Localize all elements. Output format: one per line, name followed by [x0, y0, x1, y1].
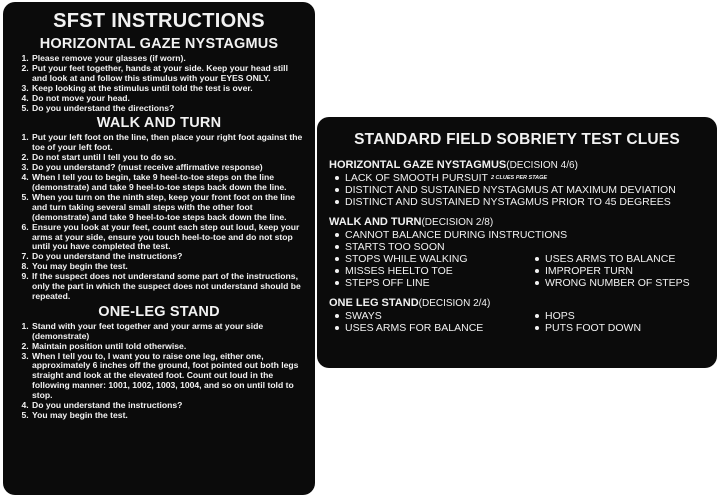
hgn-decision: (DECISION 4/6) [506, 160, 578, 171]
hgn-clues-list [329, 172, 705, 208]
clue-item: CANNOT BALANCE DURING INSTRUCTIONS [329, 229, 705, 241]
clue-item: PUTS FOOT DOWN [529, 322, 705, 334]
one-leg-step: 1. Stand with your feet together and your arms at your side (demonstrate) [31, 322, 305, 342]
walk-turn-heading: WALK AND TURN [96, 115, 222, 132]
instructions-title: SFST INSTRUCTIONS [53, 10, 265, 32]
walk-turn-step: 4. When I tell you to begin, take 9 heel-to-toe steps on the line (demonstrate) and take 9 heel-to-toe steps back down the line. [31, 173, 305, 193]
one-leg-clues-columns [329, 310, 705, 334]
walk-turn-clues-heading [329, 216, 705, 229]
one-leg-step: 2. Maintain position until told otherwise. [31, 342, 305, 352]
walk-turn-clues-heading-label: WALK AND TURN [329, 216, 422, 228]
sfst-instructions-card [3, 2, 315, 495]
one-leg-clues-col2 [529, 310, 705, 334]
walk-turn-clues-col2 [529, 241, 705, 289]
hgn-step: 2. Put your feet together, hands at your side. Keep your head still and look at and follow this stimulus with your EYES ONLY. [31, 64, 305, 84]
clue-item: STOPS WHILE WALKING [329, 253, 529, 265]
walk-turn-step: 3. Do you understand? (must receive affirmative response) [31, 163, 305, 173]
clue-item: USES ARMS FOR BALANCE [329, 322, 529, 334]
clue-item: IMPROPER TURN [529, 265, 705, 277]
clue-item: HOPS [529, 310, 705, 322]
hgn-step: 4. Do not move your head. [31, 94, 305, 104]
walk-turn-step: 6. Ensure you look at your feet, count each step out loud, keep your arms at your side, ensure you touch heel-to-toe and do not stop until you have completed the test. [31, 223, 305, 253]
sfst-clues-card [317, 117, 717, 368]
walk-turn-decision: (DECISION 2/8) [421, 217, 494, 228]
walk-turn-step: 9. If the suspect does not understand some part of the instructions, only the part in which the suspect does not understand should be repeated. [31, 272, 305, 302]
hgn-clues-heading-label: HORIZONTAL GAZE NYSTAGMUS [329, 159, 507, 171]
clue-item: USES ARMS TO BALANCE [529, 253, 705, 265]
clue-item: STARTS TOO SOON [329, 241, 529, 253]
stage-note: 2 CLUES PER STAGE [490, 175, 548, 181]
one-leg-steps [13, 322, 305, 421]
one-leg-clues-heading-label: ONE LEG STAND [329, 297, 419, 309]
walk-turn-clues-col1 [329, 241, 529, 289]
clue-item: SWAYS [329, 310, 529, 322]
one-leg-clues-heading [329, 297, 705, 310]
clue-item: WRONG NUMBER OF STEPS [529, 277, 705, 289]
clue-text: LACK OF SMOOTH PURSUIT [345, 172, 488, 184]
one-leg-clues-col1 [329, 310, 529, 334]
clues-title: STANDARD FIELD SOBRIETY TEST CLUES [354, 131, 680, 148]
walk-turn-step: 1. Put your left foot on the line, then place your right foot against the toe of your left foot. [31, 133, 305, 153]
hgn-steps [13, 54, 305, 113]
clue-item: STEPS OFF LINE [329, 277, 529, 289]
one-leg-step: 3. When I tell you to, I want you to raise one leg, either one, approximately 6 inches off the ground, foot pointed out both legs straight and look at the elevated foot. Count out loud in the following manner: 1001, 1002, 1003, 1004, and so on until told to stop. [31, 352, 305, 402]
clue-item [329, 172, 705, 184]
walk-turn-step: 8. You may begin the test. [31, 262, 305, 272]
hgn-step: 1. Please remove your glasses (if worn). [31, 54, 305, 64]
walk-turn-clues-columns [329, 241, 705, 289]
hgn-step: 5. Do you understand the directions? [31, 104, 305, 114]
hgn-step: 3. Keep looking at the stimulus until told the test is over. [31, 84, 305, 94]
one-leg-step: 5. You may begin the test. [31, 411, 305, 421]
hgn-clues-heading [329, 159, 705, 172]
one-leg-decision: (DECISION 2/4) [418, 298, 491, 309]
hgn-heading: HORIZONTAL GAZE NYSTAGMUS [39, 36, 279, 52]
walk-turn-step: 2. Do not start until I tell you to do so. [31, 153, 305, 163]
hgn-clues-group [329, 159, 705, 208]
walk-turn-step: 7. Do you understand the instructions? [31, 252, 305, 262]
clue-item: DISTINCT AND SUSTAINED NYSTAGMUS PRIOR TO 45 DEGREES [329, 196, 705, 208]
one-leg-step: 4. Do you understand the instructions? [31, 401, 305, 411]
one-leg-clues-group [329, 297, 705, 334]
clue-item: DISTINCT AND SUSTAINED NYSTAGMUS AT MAXIMUM DEVIATION [329, 184, 705, 196]
walk-turn-steps [13, 133, 305, 301]
walk-turn-clues-group [329, 216, 705, 289]
walk-turn-clues-wide [329, 229, 705, 241]
walk-turn-step: 5. When you turn on the ninth step, keep your front foot on the line and turn taking several small steps with the other foot (demonstrate) and take 9 heel-to-toe steps back down the line. [31, 193, 305, 223]
clue-item: MISSES HEELTO TOE [329, 265, 529, 277]
one-leg-heading: ONE-LEG STAND [98, 303, 220, 320]
